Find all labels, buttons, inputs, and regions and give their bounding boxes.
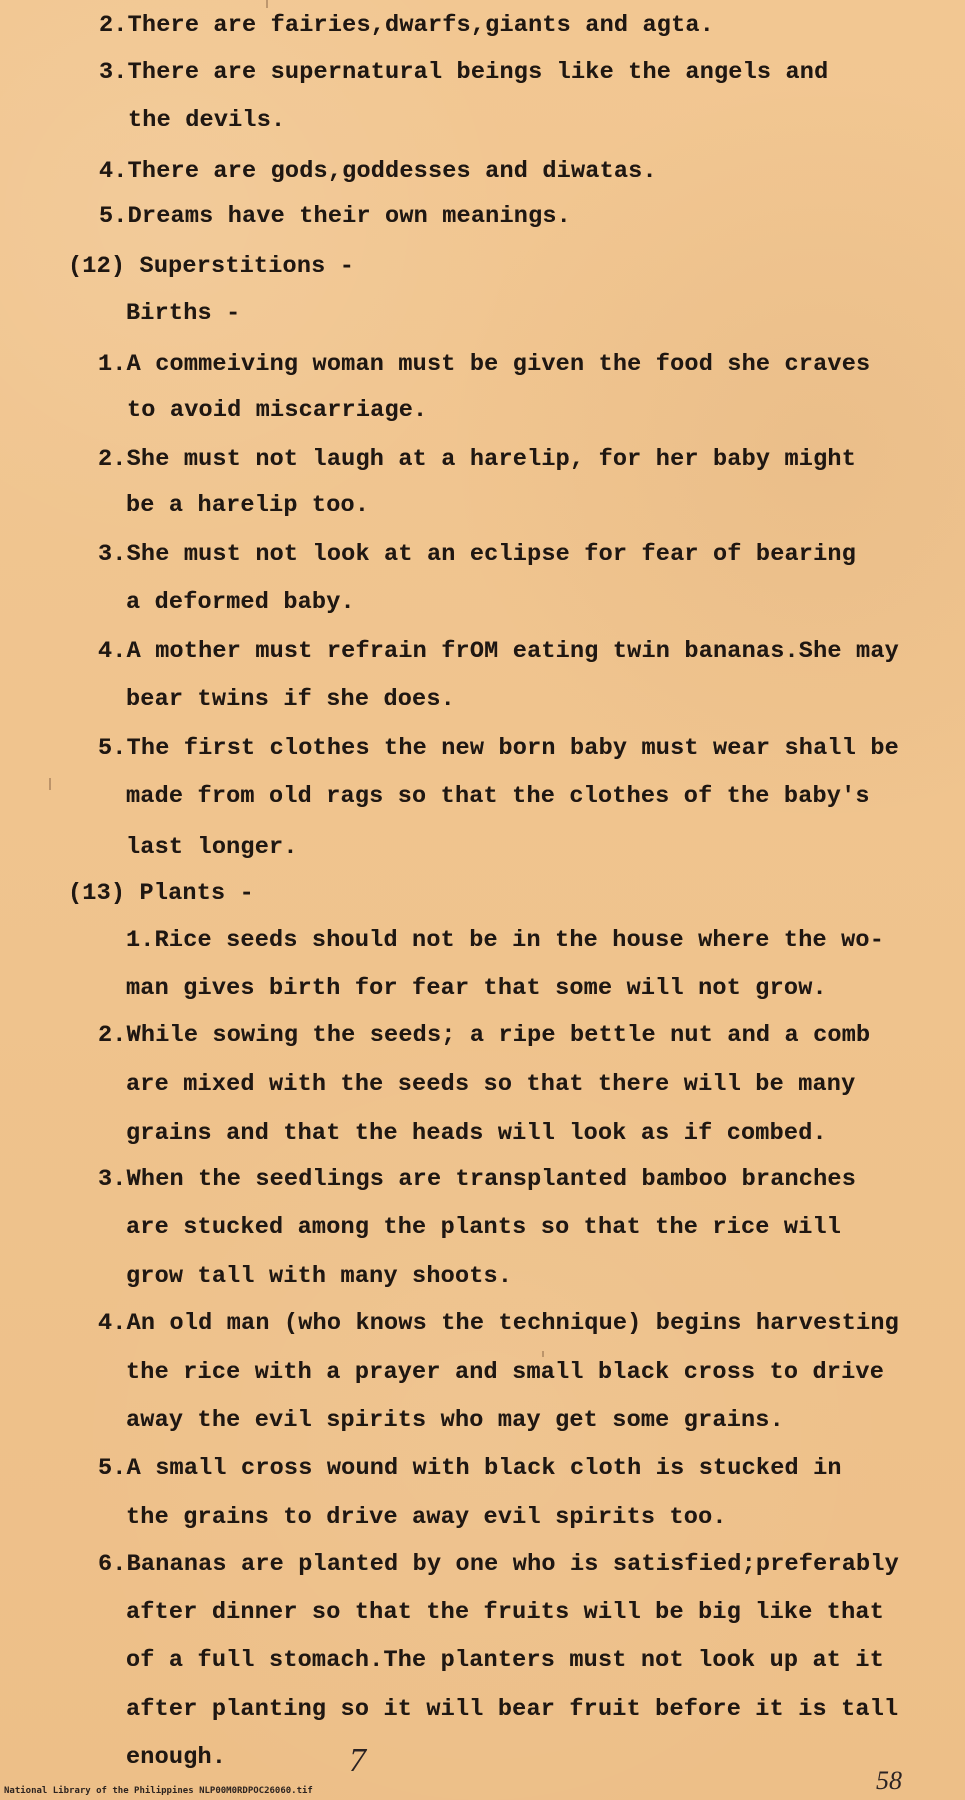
document-line: to avoid miscarriage. [127, 397, 428, 424]
document-line: 5.A small cross wound with black cloth is stucked in [98, 1455, 842, 1482]
document-line: last longer. [126, 834, 298, 861]
document-line: 3.She must not look at an eclipse for fear of bearing [98, 541, 857, 568]
document-line: of a full stomach.The planters must not look up at it [126, 1647, 885, 1674]
document-line: the rice with a prayer and small black cross to drive [126, 1359, 885, 1386]
document-line: 3.There are supernatural beings like the angels and [99, 59, 829, 86]
document-line: away the evil spirits who may get some grains. [126, 1407, 784, 1434]
document-line: a deformed baby. [126, 589, 355, 616]
document-line: 2.She must not laugh at a harelip, for her baby might [98, 446, 857, 473]
document-line: 4.An old man (who knows the technique) begins harvesting [98, 1310, 899, 1337]
document-line: 3.When the seedlings are transplanted bamboo branches [98, 1166, 857, 1193]
document-line: 4.There are gods,goddesses and diwatas. [99, 158, 657, 185]
document-line: enough. [126, 1744, 227, 1771]
document-line: 2.While sowing the seeds; a ripe bettle nut and a comb [98, 1022, 871, 1049]
document-line: 2.There are fairies,dwarfs,giants and agta. [99, 12, 714, 39]
document-line: 1.Rice seeds should not be in the house where the wo- [126, 927, 885, 954]
document-line: 5.Dreams have their own meanings. [99, 203, 571, 230]
document-line: 6.Bananas are planted by one who is satisfied;preferably [98, 1551, 899, 1578]
document-line: the devils. [128, 107, 286, 134]
document-line: (12) Superstitions - [68, 253, 355, 280]
document-line: the grains to drive away evil spirits too. [126, 1504, 727, 1531]
corner-number: 58 [876, 1766, 902, 1795]
document-line: Births - [126, 300, 241, 327]
document-line: after dinner so that the fruits will be big like that [126, 1599, 885, 1626]
document-line: bear twins if she does. [126, 686, 455, 713]
document-line: made from old rags so that the clothes of the baby's [126, 783, 870, 810]
document-line: (13) Plants - [68, 880, 254, 907]
document-line: man gives birth for fear that some will not grow. [126, 975, 827, 1002]
document-line: 5.The first clothes the new born baby must wear shall be [98, 735, 899, 762]
document-line: are stucked among the plants so that the rice will [126, 1214, 842, 1241]
typing-mark [542, 1351, 544, 1357]
document-line: are mixed with the seeds so that there will be many [126, 1071, 856, 1098]
typing-mark [266, 0, 268, 8]
archive-footer: National Library of the Philippines NLP00M0RDPOC26060.tif [4, 1786, 313, 1796]
document-line: grow tall with many shoots. [126, 1263, 513, 1290]
document-line: 1.A commeiving woman must be given the food she craves [98, 351, 871, 378]
document-line: 4.A mother must refrain frOM eating twin bananas.She may [98, 638, 899, 665]
page-number: 7 [349, 1742, 366, 1779]
typing-mark [49, 778, 51, 790]
document-line: grains and that the heads will look as if combed. [126, 1120, 827, 1147]
document-line: after planting so it will bear fruit before it is tall [126, 1696, 899, 1723]
document-line: be a harelip too. [126, 492, 370, 519]
